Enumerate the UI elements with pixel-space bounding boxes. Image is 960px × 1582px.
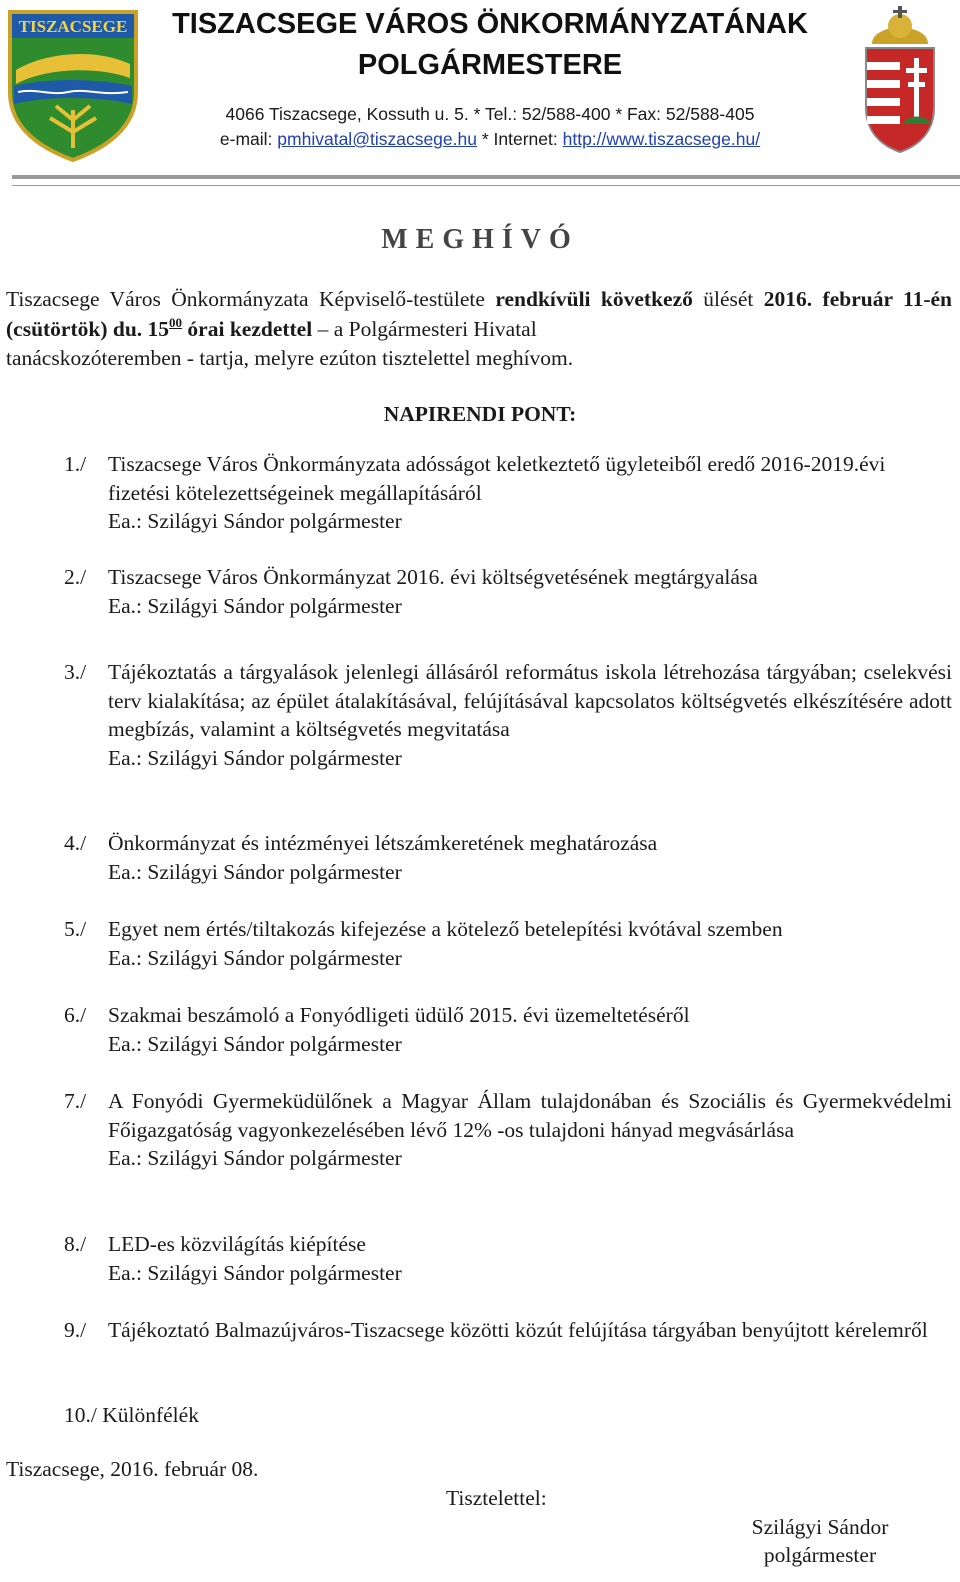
agenda-item-text: Egyet nem értés/tiltakozás kifejezése a kötelező betelepítési kvótával szemben	[108, 917, 783, 941]
agenda-item-8	[64, 1230, 952, 1287]
agenda-heading: NAPIRENDI PONT:	[383, 402, 577, 426]
agenda-item-text: Tiszacsege Város Önkormányzat 2016. évi költségvetésének megtárgyalása	[108, 565, 758, 589]
contact-line	[140, 129, 840, 150]
agenda-item-presenter: Ea.: Szilágyi Sándor polgármester	[108, 745, 402, 770]
internet-label: * Internet:	[481, 129, 558, 149]
header-rule-thin	[12, 185, 960, 186]
agenda-item-presenter: Ea.: Szilágyi Sándor polgármester	[108, 1260, 402, 1285]
agenda-item-number: 1./	[64, 452, 87, 476]
agenda-item-text: Szakmai beszámoló a Fonyódligeti üdülő 2015. évi üzemeltetéséről	[108, 1003, 690, 1027]
organization-title	[140, 4, 840, 86]
agenda-item-number: 4./	[64, 831, 87, 855]
agenda-item-number: 6./	[64, 1003, 87, 1027]
org-title-line-1: TISZACSEGE VÁROS ÖNKORMÁNYZATÁNAK	[172, 8, 808, 40]
agenda-item-5	[64, 915, 952, 972]
document-title: MEGHÍVÓ	[381, 224, 579, 255]
agenda-item-presenter: Ea.: Szilágyi Sándor polgármester	[108, 593, 402, 618]
agenda-item-2	[64, 563, 952, 620]
agenda-item-4	[64, 829, 952, 886]
website-link[interactable]: http://www.tiszacsege.hu/	[562, 129, 761, 149]
agenda-item-number: 7./	[64, 1089, 87, 1113]
agenda-item-presenter: Ea.: Szilágyi Sándor polgármester	[108, 1031, 402, 1056]
agenda-item-3	[64, 658, 952, 772]
agenda-item-text: Tiszacsege Város Önkormányzata adósságot keletkeztető ügyleteiből eredő 2016-2019.évi fizetési kötelezettségeinek megállapításáról	[108, 452, 886, 505]
hungarian-coat-of-arms-icon	[858, 4, 942, 156]
agenda-item-text: A Fonyódi Gyermeküdülőnek a Magyar Állam tulajdonában és Szociális és Gyermekvédelmi Főigazgatóság vagyonkezelésében lévő 12% -os tulajdoni hányad megvásárlása	[108, 1089, 952, 1142]
agenda-item-presenter: Ea.: Szilágyi Sándor polgármester	[108, 859, 402, 884]
agenda-item-9	[64, 1316, 952, 1345]
intro-part-1: Tiszacsege Város Önkormányzata Képviselő-testülete	[6, 287, 496, 311]
time-minutes: 00	[169, 314, 183, 330]
intro-part-2: ülését	[692, 287, 764, 311]
agenda-item-number: 8./	[64, 1232, 87, 1256]
address-line: 4066 Tiszacsege, Kossuth u. 5. * Tel.: 52/588-400 * Fax: 52/588-405	[225, 104, 755, 124]
signature-block	[744, 1513, 896, 1569]
agenda-item-text: Tájékoztatás a tárgyalások jelenlegi állásáról református iskola létrehozása tárgyában; cselekvési terv kialakítása; az épület átalakításával, felújításával kapcsolatos költségvetés elkészítésére adott megbízás, valamint a költségvetés megvitatása	[108, 660, 952, 742]
invitation-text	[6, 285, 952, 374]
email-link[interactable]: pmhivatal@tiszacsege.hu	[277, 129, 477, 149]
intro-bold-1: rendkívüli következő	[495, 287, 693, 311]
letterhead	[0, 0, 960, 195]
intro-bold-2: 2016. február 11-én (csütörtök) du. 15	[6, 287, 952, 341]
email-label: e-mail:	[219, 129, 273, 149]
header-rule-thick	[12, 175, 960, 179]
agenda-item-number: 10./	[64, 1403, 97, 1427]
closing-salutation: Tisztelettel:	[446, 1486, 547, 1510]
intro-last-line: tanácskozóteremben - tartja, melyre ezúton tisztelettel meghívom.	[6, 346, 574, 370]
agenda-item-10	[64, 1401, 952, 1430]
signature-name: Szilágyi Sándor	[751, 1515, 889, 1539]
intro-part-3: – a Polgármesteri Hivatal	[312, 316, 537, 341]
signature-title: polgármester	[763, 1543, 877, 1567]
agenda-item-7	[64, 1087, 952, 1173]
agenda-item-text: Különfélék	[102, 1403, 199, 1427]
place-date: Tiszacsege, 2016. február 08.	[6, 1457, 259, 1481]
agenda-item-6	[64, 1001, 952, 1058]
org-title-line-2: POLGÁRMESTERE	[357, 49, 623, 81]
agenda-item-number: 2./	[64, 565, 87, 589]
agenda-item-number: 5./	[64, 917, 87, 941]
agenda-item-presenter: Ea.: Szilágyi Sándor polgármester	[108, 945, 402, 970]
agenda-item-number: 3./	[64, 660, 87, 684]
agenda-item-text: LED-es közvilágítás kiépítése	[108, 1232, 366, 1256]
agenda-item-number: 9./	[64, 1318, 87, 1342]
town-crest-icon	[6, 8, 140, 163]
crest-label: TISZACSEGE	[18, 17, 128, 36]
agenda-item-presenter: Ea.: Szilágyi Sándor polgármester	[108, 1146, 402, 1171]
agenda-item-text: Önkormányzat és intézményei létszámkeretének meghatározása	[108, 831, 658, 855]
intro-bold-3: órai kezdettel	[182, 316, 313, 341]
agenda-item-1	[64, 450, 952, 536]
agenda-item-presenter: Ea.: Szilágyi Sándor polgármester	[108, 509, 402, 534]
agenda-item-text: Tájékoztató Balmazújváros-Tiszacsege közötti közút felújítása tárgyában benyújtott kérelemről	[108, 1318, 928, 1342]
